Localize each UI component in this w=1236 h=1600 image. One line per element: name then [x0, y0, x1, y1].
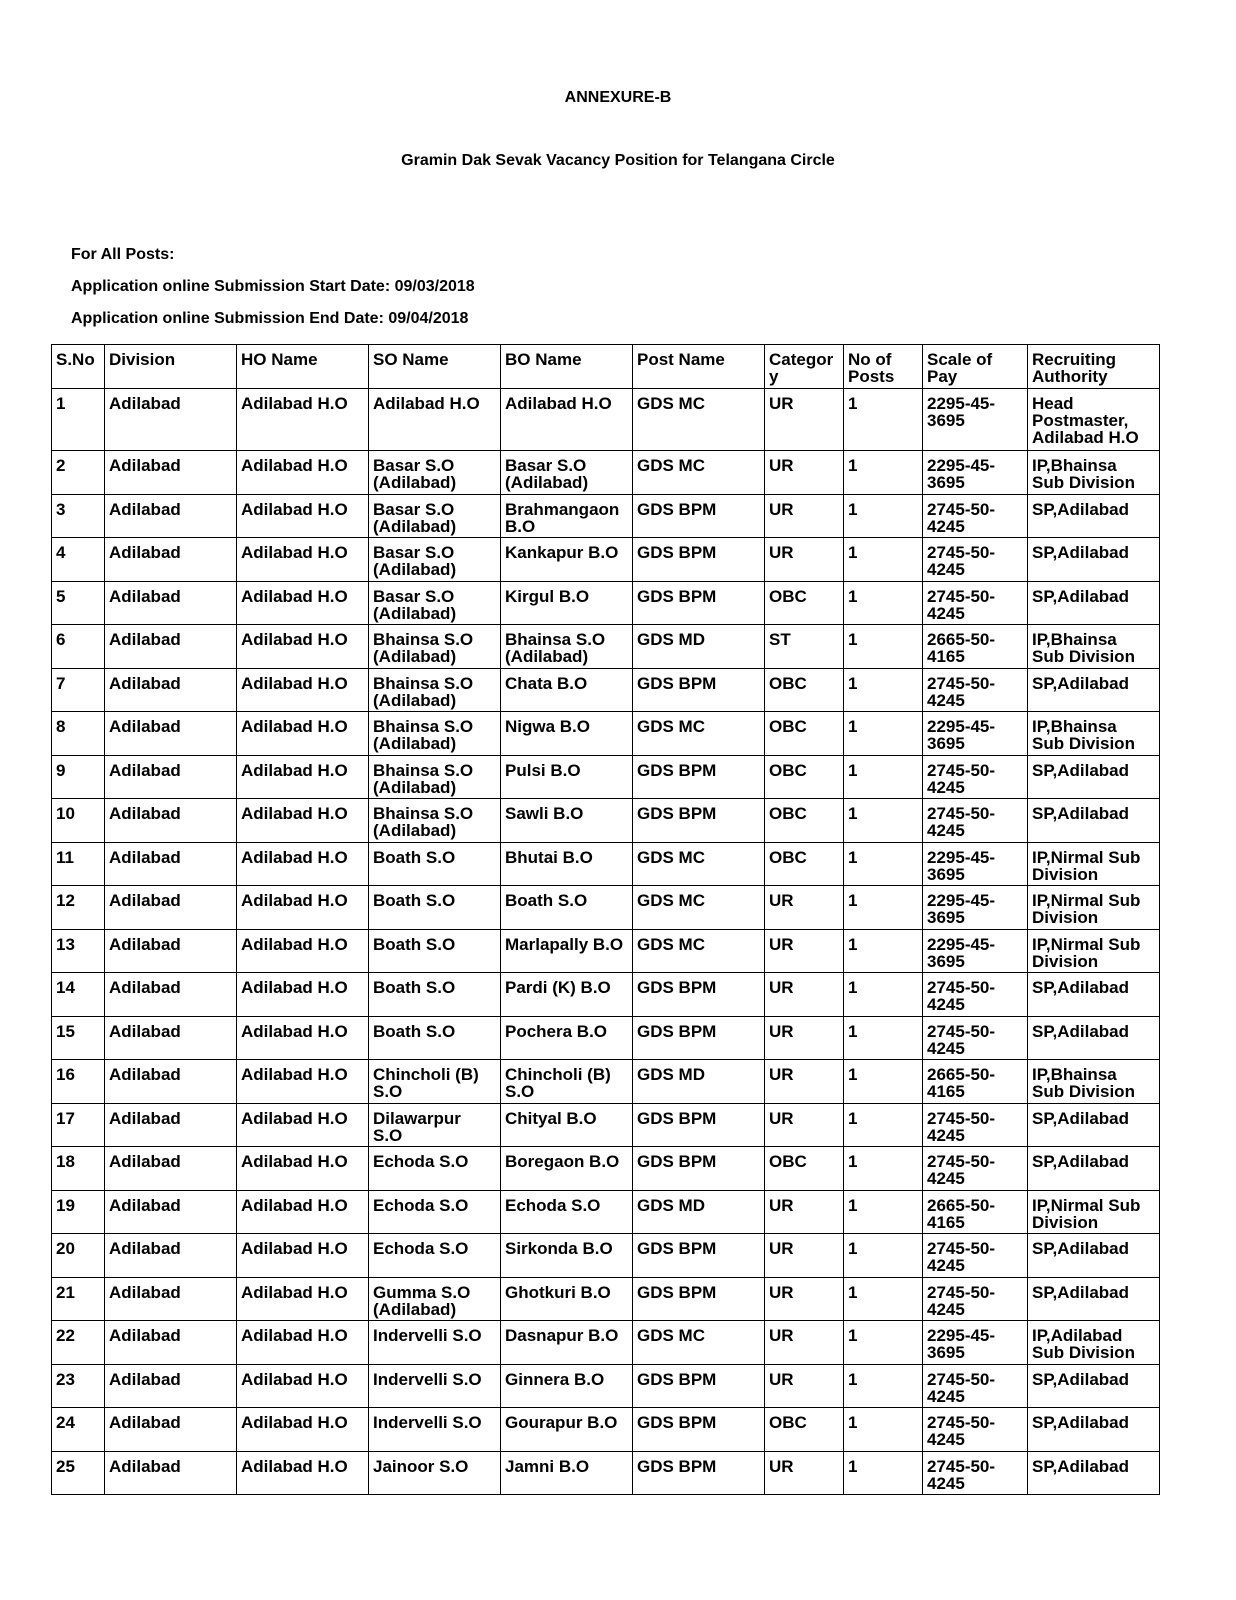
end-date: Application online Submission End Date: 09/04/2018: [71, 310, 469, 327]
cell-bo-name: Kirgul B.O: [501, 581, 633, 625]
cell-division: Adilabad: [105, 755, 237, 799]
cell-category: UR: [765, 1321, 844, 1365]
cell-division: Adilabad: [105, 973, 237, 1017]
cell-division: Adilabad: [105, 668, 237, 712]
table-row: [52, 1277, 1160, 1321]
table-row: [52, 389, 1160, 451]
cell-category: UR: [765, 1451, 844, 1495]
cell-no-of-posts: 1: [844, 1103, 923, 1147]
cell-bo-name: Sawli B.O: [501, 799, 633, 843]
cell-ho-name: Adilabad H.O: [237, 886, 369, 930]
table-row: [52, 842, 1160, 886]
cell-scale-of-pay: 2295-45- 3695: [923, 886, 1028, 930]
cell-no-of-posts: 1: [844, 1451, 923, 1495]
cell-scale-of-pay: 2745-50- 4245: [923, 1103, 1028, 1147]
cell-ho-name: Adilabad H.O: [237, 842, 369, 886]
cell-scale-of-pay: 2745-50- 4245: [923, 1364, 1028, 1408]
cell-scale-of-pay: 2745-50- 4245: [923, 973, 1028, 1017]
table-row: [52, 1451, 1160, 1495]
cell-post-name: GDS BPM: [633, 1016, 765, 1060]
table-row: [52, 886, 1160, 930]
column-header-so-name: SO Name: [369, 345, 501, 389]
table-row: [52, 625, 1160, 669]
cell-bo-name: Gourapur B.O: [501, 1408, 633, 1452]
cell-category: UR: [765, 1364, 844, 1408]
cell-division: Adilabad: [105, 451, 237, 495]
cell-recruiting-authority: IP,Bhainsa Sub Division: [1028, 1060, 1160, 1104]
cell-ho-name: Adilabad H.O: [237, 1103, 369, 1147]
cell-bo-name: Pochera B.O: [501, 1016, 633, 1060]
cell-bo-name: Chincholi (B) S.O: [501, 1060, 633, 1104]
cell-no-of-posts: 1: [844, 581, 923, 625]
cell-recruiting-authority: IP,Adilabad Sub Division: [1028, 1321, 1160, 1365]
cell-scale-of-pay: 2295-45- 3695: [923, 451, 1028, 495]
table-row: [52, 973, 1160, 1017]
cell-sno: 1: [52, 389, 105, 451]
cell-no-of-posts: 1: [844, 799, 923, 843]
cell-division: Adilabad: [105, 1408, 237, 1452]
cell-post-name: GDS BPM: [633, 1277, 765, 1321]
cell-sno: 22: [52, 1321, 105, 1365]
cell-scale-of-pay: 2745-50- 4245: [923, 1147, 1028, 1191]
column-header-post-name: Post Name: [633, 345, 765, 389]
cell-scale-of-pay: 2745-50- 4245: [923, 1277, 1028, 1321]
cell-category: UR: [765, 973, 844, 1017]
cell-sno: 19: [52, 1190, 105, 1234]
cell-category: UR: [765, 494, 844, 538]
cell-recruiting-authority: IP,Bhainsa Sub Division: [1028, 451, 1160, 495]
cell-so-name: Bhainsa S.O (Adilabad): [369, 668, 501, 712]
cell-so-name: Boath S.O: [369, 929, 501, 973]
cell-division: Adilabad: [105, 842, 237, 886]
cell-so-name: Echoda S.O: [369, 1190, 501, 1234]
cell-post-name: GDS BPM: [633, 973, 765, 1017]
cell-post-name: GDS BPM: [633, 1408, 765, 1452]
cell-scale-of-pay: 2745-50- 4245: [923, 1016, 1028, 1060]
cell-division: Adilabad: [105, 389, 237, 451]
start-date: Application online Submission Start Date: 09/03/2018: [71, 278, 475, 295]
cell-category: UR: [765, 1190, 844, 1234]
cell-division: Adilabad: [105, 581, 237, 625]
cell-recruiting-authority: SP,Adilabad: [1028, 1234, 1160, 1278]
cell-ho-name: Adilabad H.O: [237, 625, 369, 669]
cell-ho-name: Adilabad H.O: [237, 755, 369, 799]
cell-category: UR: [765, 1234, 844, 1278]
cell-so-name: Basar S.O (Adilabad): [369, 451, 501, 495]
cell-so-name: Boath S.O: [369, 842, 501, 886]
cell-ho-name: Adilabad H.O: [237, 668, 369, 712]
cell-bo-name: Nigwa B.O: [501, 712, 633, 756]
cell-ho-name: Adilabad H.O: [237, 1060, 369, 1104]
annexure-heading: ANNEXURE-B: [564, 89, 672, 106]
cell-ho-name: Adilabad H.O: [237, 1016, 369, 1060]
cell-so-name: Dilawarpur S.O: [369, 1103, 501, 1147]
cell-recruiting-authority: SP,Adilabad: [1028, 1451, 1160, 1495]
cell-recruiting-authority: SP,Adilabad: [1028, 755, 1160, 799]
cell-ho-name: Adilabad H.O: [237, 1147, 369, 1191]
cell-recruiting-authority: SP,Adilabad: [1028, 668, 1160, 712]
cell-bo-name: Brahmangaon B.O: [501, 494, 633, 538]
cell-no-of-posts: 1: [844, 494, 923, 538]
cell-category: UR: [765, 538, 844, 582]
cell-bo-name: Dasnapur B.O: [501, 1321, 633, 1365]
cell-ho-name: Adilabad H.O: [237, 1451, 369, 1495]
cell-no-of-posts: 1: [844, 1408, 923, 1452]
cell-scale-of-pay: 2745-50- 4245: [923, 1451, 1028, 1495]
cell-so-name: Basar S.O (Adilabad): [369, 538, 501, 582]
cell-bo-name: Adilabad H.O: [501, 389, 633, 451]
cell-bo-name: Bhainsa S.O (Adilabad): [501, 625, 633, 669]
cell-no-of-posts: 1: [844, 389, 923, 451]
table-row: [52, 1060, 1160, 1104]
cell-recruiting-authority: SP,Adilabad: [1028, 538, 1160, 582]
cell-no-of-posts: 1: [844, 1364, 923, 1408]
cell-sno: 24: [52, 1408, 105, 1452]
column-header-scale-of-pay: Scale of Pay: [923, 345, 1028, 389]
table-row: [52, 1103, 1160, 1147]
column-header-division: Division: [105, 345, 237, 389]
cell-sno: 9: [52, 755, 105, 799]
cell-post-name: GDS MC: [633, 1321, 765, 1365]
table-row: [52, 451, 1160, 495]
cell-post-name: GDS MC: [633, 886, 765, 930]
cell-no-of-posts: 1: [844, 1190, 923, 1234]
cell-ho-name: Adilabad H.O: [237, 538, 369, 582]
table-header-row: [52, 345, 1160, 389]
cell-no-of-posts: 1: [844, 973, 923, 1017]
cell-recruiting-authority: IP,Nirmal Sub Division: [1028, 886, 1160, 930]
cell-scale-of-pay: 2665-50- 4165: [923, 1060, 1028, 1104]
cell-sno: 21: [52, 1277, 105, 1321]
cell-recruiting-authority: Head Postmaster, Adilabad H.O: [1028, 389, 1160, 451]
cell-post-name: GDS MC: [633, 842, 765, 886]
cell-so-name: Indervelli S.O: [369, 1321, 501, 1365]
cell-post-name: GDS BPM: [633, 1147, 765, 1191]
cell-so-name: Jainoor S.O: [369, 1451, 501, 1495]
cell-post-name: GDS BPM: [633, 1364, 765, 1408]
cell-scale-of-pay: 2745-50- 4245: [923, 581, 1028, 625]
cell-recruiting-authority: IP,Nirmal Sub Division: [1028, 1190, 1160, 1234]
cell-recruiting-authority: SP,Adilabad: [1028, 799, 1160, 843]
cell-ho-name: Adilabad H.O: [237, 1364, 369, 1408]
cell-division: Adilabad: [105, 1147, 237, 1191]
column-header-sno: S.No: [52, 345, 105, 389]
cell-ho-name: Adilabad H.O: [237, 973, 369, 1017]
table-row: [52, 712, 1160, 756]
cell-bo-name: Bhutai B.O: [501, 842, 633, 886]
table-row: [52, 1321, 1160, 1365]
cell-category: ST: [765, 625, 844, 669]
cell-category: OBC: [765, 668, 844, 712]
cell-recruiting-authority: SP,Adilabad: [1028, 1103, 1160, 1147]
cell-so-name: Basar S.O (Adilabad): [369, 581, 501, 625]
cell-sno: 23: [52, 1364, 105, 1408]
cell-division: Adilabad: [105, 1277, 237, 1321]
cell-post-name: GDS MD: [633, 625, 765, 669]
column-header-no-of-posts: No of Posts: [844, 345, 923, 389]
cell-ho-name: Adilabad H.O: [237, 1190, 369, 1234]
cell-so-name: Adilabad H.O: [369, 389, 501, 451]
column-header-ho-name: HO Name: [237, 345, 369, 389]
cell-so-name: Boath S.O: [369, 1016, 501, 1060]
cell-sno: 11: [52, 842, 105, 886]
cell-bo-name: Chata B.O: [501, 668, 633, 712]
cell-scale-of-pay: 2745-50- 4245: [923, 668, 1028, 712]
cell-no-of-posts: 1: [844, 755, 923, 799]
cell-category: OBC: [765, 1408, 844, 1452]
cell-division: Adilabad: [105, 1016, 237, 1060]
cell-division: Adilabad: [105, 1234, 237, 1278]
cell-ho-name: Adilabad H.O: [237, 1234, 369, 1278]
cell-no-of-posts: 1: [844, 1060, 923, 1104]
cell-post-name: GDS BPM: [633, 668, 765, 712]
table-row: [52, 1190, 1160, 1234]
cell-no-of-posts: 1: [844, 451, 923, 495]
column-header-category: Categor y: [765, 345, 844, 389]
cell-no-of-posts: 1: [844, 625, 923, 669]
for-all-posts-label: For All Posts:: [71, 246, 175, 263]
cell-so-name: Bhainsa S.O (Adilabad): [369, 625, 501, 669]
cell-division: Adilabad: [105, 1190, 237, 1234]
cell-so-name: Echoda S.O: [369, 1147, 501, 1191]
cell-scale-of-pay: 2665-50- 4165: [923, 625, 1028, 669]
cell-category: OBC: [765, 799, 844, 843]
cell-division: Adilabad: [105, 886, 237, 930]
table-row: [52, 1016, 1160, 1060]
cell-ho-name: Adilabad H.O: [237, 451, 369, 495]
cell-category: OBC: [765, 1147, 844, 1191]
cell-no-of-posts: 1: [844, 842, 923, 886]
cell-post-name: GDS BPM: [633, 1451, 765, 1495]
cell-division: Adilabad: [105, 712, 237, 756]
cell-no-of-posts: 1: [844, 1321, 923, 1365]
cell-sno: 20: [52, 1234, 105, 1278]
cell-category: UR: [765, 1103, 844, 1147]
cell-so-name: Basar S.O (Adilabad): [369, 494, 501, 538]
cell-so-name: Gumma S.O (Adilabad): [369, 1277, 501, 1321]
cell-ho-name: Adilabad H.O: [237, 1408, 369, 1452]
cell-post-name: GDS MC: [633, 929, 765, 973]
cell-sno: 12: [52, 886, 105, 930]
cell-sno: 6: [52, 625, 105, 669]
cell-scale-of-pay: 2745-50- 4245: [923, 1234, 1028, 1278]
cell-recruiting-authority: SP,Adilabad: [1028, 1147, 1160, 1191]
cell-ho-name: Adilabad H.O: [237, 494, 369, 538]
cell-no-of-posts: 1: [844, 886, 923, 930]
column-header-bo-name: BO Name: [501, 345, 633, 389]
cell-bo-name: Boregaon B.O: [501, 1147, 633, 1191]
column-header-recruiting-authority: Recruiting Authority: [1028, 345, 1160, 389]
cell-no-of-posts: 1: [844, 668, 923, 712]
cell-so-name: Bhainsa S.O (Adilabad): [369, 712, 501, 756]
cell-sno: 10: [52, 799, 105, 843]
cell-category: UR: [765, 886, 844, 930]
cell-so-name: Indervelli S.O: [369, 1408, 501, 1452]
cell-post-name: GDS MC: [633, 712, 765, 756]
cell-division: Adilabad: [105, 1060, 237, 1104]
cell-bo-name: Kankapur B.O: [501, 538, 633, 582]
cell-recruiting-authority: SP,Adilabad: [1028, 973, 1160, 1017]
table-row: [52, 929, 1160, 973]
cell-recruiting-authority: IP,Bhainsa Sub Division: [1028, 712, 1160, 756]
table-row: [52, 1234, 1160, 1278]
cell-so-name: Bhainsa S.O (Adilabad): [369, 799, 501, 843]
cell-bo-name: Basar S.O (Adilabad): [501, 451, 633, 495]
cell-no-of-posts: 1: [844, 1277, 923, 1321]
table-row: [52, 668, 1160, 712]
cell-so-name: Echoda S.O: [369, 1234, 501, 1278]
cell-scale-of-pay: 2295-45- 3695: [923, 842, 1028, 886]
cell-ho-name: Adilabad H.O: [237, 581, 369, 625]
cell-recruiting-authority: SP,Adilabad: [1028, 494, 1160, 538]
vacancy-table: [51, 344, 1160, 1495]
cell-recruiting-authority: SP,Adilabad: [1028, 1364, 1160, 1408]
cell-recruiting-authority: SP,Adilabad: [1028, 1016, 1160, 1060]
cell-sno: 15: [52, 1016, 105, 1060]
cell-category: OBC: [765, 755, 844, 799]
cell-category: UR: [765, 389, 844, 451]
cell-bo-name: Sirkonda B.O: [501, 1234, 633, 1278]
cell-post-name: GDS BPM: [633, 755, 765, 799]
cell-sno: 4: [52, 538, 105, 582]
cell-category: OBC: [765, 581, 844, 625]
cell-category: OBC: [765, 712, 844, 756]
cell-bo-name: Marlapally B.O: [501, 929, 633, 973]
cell-post-name: GDS MC: [633, 451, 765, 495]
cell-division: Adilabad: [105, 538, 237, 582]
cell-division: Adilabad: [105, 625, 237, 669]
document-title: Gramin Dak Sevak Vacancy Position for Telangana Circle: [401, 152, 835, 169]
cell-scale-of-pay: 2745-50- 4245: [923, 1408, 1028, 1452]
cell-so-name: Boath S.O: [369, 886, 501, 930]
cell-no-of-posts: 1: [844, 1016, 923, 1060]
cell-category: UR: [765, 929, 844, 973]
cell-division: Adilabad: [105, 494, 237, 538]
cell-post-name: GDS MD: [633, 1060, 765, 1104]
cell-post-name: GDS BPM: [633, 538, 765, 582]
table-row: [52, 1364, 1160, 1408]
cell-post-name: GDS BPM: [633, 581, 765, 625]
cell-no-of-posts: 1: [844, 1147, 923, 1191]
cell-so-name: Chincholi (B) S.O: [369, 1060, 501, 1104]
cell-no-of-posts: 1: [844, 538, 923, 582]
cell-ho-name: Adilabad H.O: [237, 799, 369, 843]
cell-division: Adilabad: [105, 799, 237, 843]
cell-division: Adilabad: [105, 1321, 237, 1365]
cell-bo-name: Chityal B.O: [501, 1103, 633, 1147]
cell-scale-of-pay: 2295-45- 3695: [923, 929, 1028, 973]
cell-bo-name: Boath S.O: [501, 886, 633, 930]
cell-ho-name: Adilabad H.O: [237, 929, 369, 973]
cell-category: UR: [765, 451, 844, 495]
cell-division: Adilabad: [105, 1451, 237, 1495]
cell-sno: 8: [52, 712, 105, 756]
cell-no-of-posts: 1: [844, 929, 923, 973]
cell-no-of-posts: 1: [844, 1234, 923, 1278]
cell-recruiting-authority: IP,Nirmal Sub Division: [1028, 929, 1160, 973]
cell-sno: 25: [52, 1451, 105, 1495]
cell-category: UR: [765, 1016, 844, 1060]
cell-bo-name: Pardi (K) B.O: [501, 973, 633, 1017]
table-row: [52, 581, 1160, 625]
cell-recruiting-authority: IP,Bhainsa Sub Division: [1028, 625, 1160, 669]
cell-so-name: Bhainsa S.O (Adilabad): [369, 755, 501, 799]
cell-post-name: GDS BPM: [633, 799, 765, 843]
cell-division: Adilabad: [105, 929, 237, 973]
cell-bo-name: Pulsi B.O: [501, 755, 633, 799]
cell-no-of-posts: 1: [844, 712, 923, 756]
cell-scale-of-pay: 2295-45- 3695: [923, 1321, 1028, 1365]
table-row: [52, 538, 1160, 582]
cell-sno: 14: [52, 973, 105, 1017]
table-row: [52, 1408, 1160, 1452]
cell-recruiting-authority: SP,Adilabad: [1028, 581, 1160, 625]
cell-sno: 5: [52, 581, 105, 625]
cell-bo-name: Ginnera B.O: [501, 1364, 633, 1408]
cell-sno: 17: [52, 1103, 105, 1147]
cell-scale-of-pay: 2295-45- 3695: [923, 389, 1028, 451]
cell-bo-name: Jamni B.O: [501, 1451, 633, 1495]
cell-category: OBC: [765, 842, 844, 886]
cell-division: Adilabad: [105, 1103, 237, 1147]
cell-scale-of-pay: 2665-50- 4165: [923, 1190, 1028, 1234]
cell-bo-name: Ghotkuri B.O: [501, 1277, 633, 1321]
cell-post-name: GDS MD: [633, 1190, 765, 1234]
cell-sno: 13: [52, 929, 105, 973]
cell-ho-name: Adilabad H.O: [237, 389, 369, 451]
cell-sno: 16: [52, 1060, 105, 1104]
cell-sno: 2: [52, 451, 105, 495]
cell-sno: 3: [52, 494, 105, 538]
cell-so-name: Boath S.O: [369, 973, 501, 1017]
cell-scale-of-pay: 2295-45- 3695: [923, 712, 1028, 756]
cell-post-name: GDS BPM: [633, 1234, 765, 1278]
cell-scale-of-pay: 2745-50- 4245: [923, 538, 1028, 582]
cell-scale-of-pay: 2745-50- 4245: [923, 494, 1028, 538]
cell-ho-name: Adilabad H.O: [237, 1277, 369, 1321]
cell-recruiting-authority: IP,Nirmal Sub Division: [1028, 842, 1160, 886]
cell-ho-name: Adilabad H.O: [237, 712, 369, 756]
cell-sno: 7: [52, 668, 105, 712]
cell-division: Adilabad: [105, 1364, 237, 1408]
cell-category: UR: [765, 1060, 844, 1104]
cell-bo-name: Echoda S.O: [501, 1190, 633, 1234]
cell-scale-of-pay: 2745-50- 4245: [923, 755, 1028, 799]
cell-recruiting-authority: SP,Adilabad: [1028, 1408, 1160, 1452]
cell-recruiting-authority: SP,Adilabad: [1028, 1277, 1160, 1321]
cell-sno: 18: [52, 1147, 105, 1191]
table-row: [52, 755, 1160, 799]
cell-scale-of-pay: 2745-50- 4245: [923, 799, 1028, 843]
cell-category: UR: [765, 1277, 844, 1321]
table-row: [52, 799, 1160, 843]
table-row: [52, 494, 1160, 538]
cell-post-name: GDS BPM: [633, 1103, 765, 1147]
table-row: [52, 1147, 1160, 1191]
cell-ho-name: Adilabad H.O: [237, 1321, 369, 1365]
cell-post-name: GDS BPM: [633, 494, 765, 538]
cell-so-name: Indervelli S.O: [369, 1364, 501, 1408]
cell-post-name: GDS MC: [633, 389, 765, 451]
